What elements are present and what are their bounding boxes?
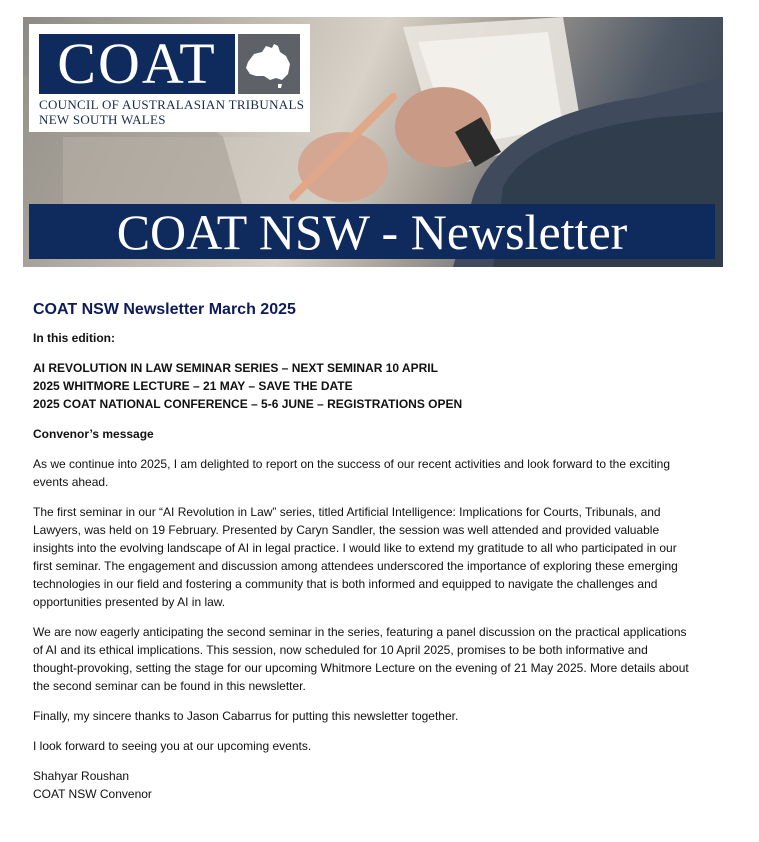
newsletter-body: [33, 300, 693, 803]
signature-title: COAT NSW Convenor: [33, 787, 152, 801]
edition-item: 2025 WHITMORE LECTURE – 21 MAY – SAVE THE DATE: [33, 379, 353, 393]
australia-map-icon: [238, 34, 300, 94]
paragraph: We are now eagerly anticipating the second seminar in the series, featuring a panel discussion on the practical applications of AI and its ethical implications. This session, now scheduled for 10 April 2025, promises to be both informative and thought-provoking, setting the stage for our upcoming Whitmore Lecture on the evening of 21 May 2025. More details about the second seminar can be found in this newsletter.: [33, 625, 689, 693]
edition-item: AI REVOLUTION IN LAW SEMINAR SERIES – NEXT SEMINAR 10 APRIL: [33, 361, 438, 375]
newsletter-title-bar: COAT NSW - Newsletter: [29, 204, 715, 259]
convenor-heading: Convenor’s message: [33, 427, 154, 441]
logo-subtitle-1: COUNCIL OF AUSTRALASIAN TRIBUNALS: [39, 97, 305, 112]
paragraph: The first seminar in our “AI Revolution in Law” series, titled Artificial Intelligence: Implications for Courts, Tribunals, and Lawyers, was held on 19 February. Presented by Caryn Sandler, the session was well attended and provided valuable insights into the evolving landscape of AI in legal practice. I would like to extend my gratitude to all who participated in our first seminar. The engagement and discussion among attendees underscored the importance of exploring these emerging technologies in our field and fostering a community that is both informed and equipped to navigate the challenges and opportunities presented by AI in law.: [33, 505, 678, 609]
logo-coat-text: COAT: [39, 34, 235, 94]
newsletter-banner: [23, 17, 723, 267]
coat-logo: [29, 24, 310, 132]
paragraph: Finally, my sincere thanks to Jason Cabarrus for putting this newsletter together.: [33, 709, 459, 723]
paragraph: As we continue into 2025, I am delighted to report on the success of our recent activities and look forward to the exciting events ahead.: [33, 457, 671, 489]
edition-label: In this edition:: [33, 331, 115, 345]
edition-item: 2025 COAT NATIONAL CONFERENCE – 5-6 JUNE – REGISTRATIONS OPEN: [33, 397, 463, 411]
newsletter-headline: COAT NSW Newsletter March 2025: [33, 301, 296, 318]
logo-subtitle-2: NEW SOUTH WALES: [39, 112, 166, 127]
paragraph: I look forward to seeing you at our upcoming events.: [33, 739, 312, 753]
edition-list: [33, 359, 693, 413]
signature-name: Shahyar Roushan: [33, 769, 130, 783]
